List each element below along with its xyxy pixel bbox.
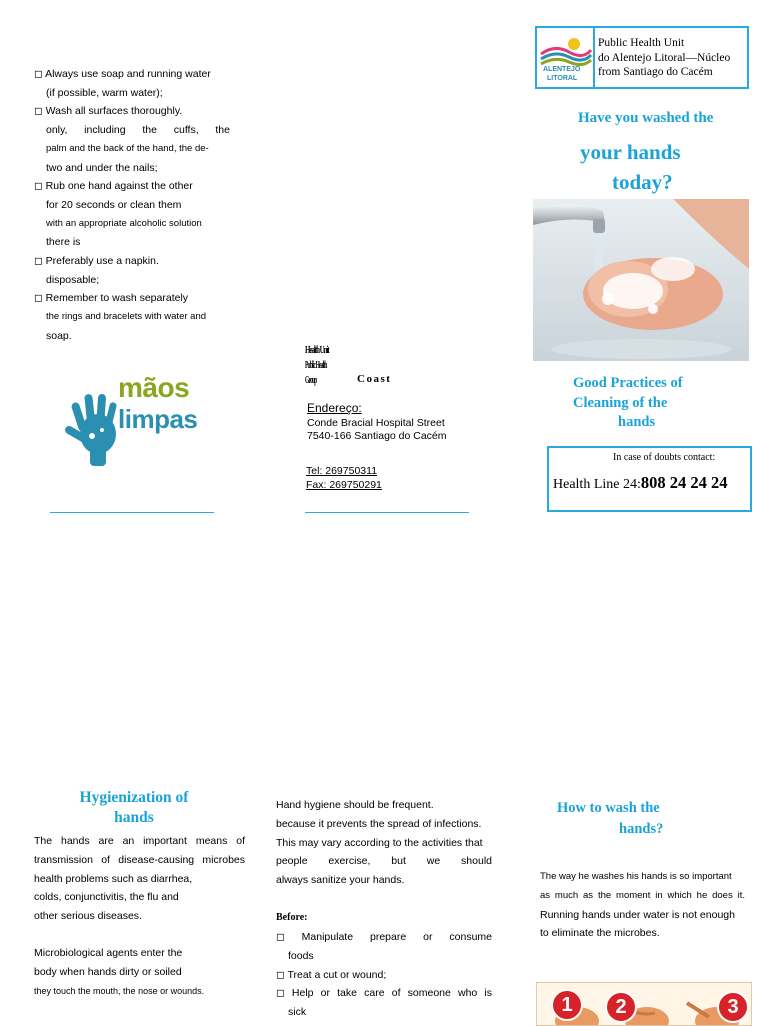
hygienization-para-2: Microbiological agents enter the body when hands dirty or soiled they touch the mouth, the nose or wounds. (34, 947, 205, 996)
coast-label: Coast (357, 373, 392, 385)
address-label: Endereço: (307, 401, 362, 415)
frequency-text: Hand hygiene should be frequent. because it prevents the spread of infections. This may vary according to the activities that people exercise, but we should always sanitize your hands. (276, 799, 492, 887)
doubts-contact-box (547, 446, 752, 512)
unit-name-garbled: Health Unit Public Health Group (305, 345, 329, 386)
postal-code: 7540-166 Santiago do Cacém (307, 430, 447, 442)
list-item: ◻ Remember to wash separately the rings and bracelets with water and soap. (34, 292, 207, 342)
health-line-label: Health Line 24: (553, 477, 641, 492)
list-item: ◻ Preferably use a napkin. disposable; (34, 255, 159, 286)
before-label: Before: (276, 912, 308, 923)
how-to-title: How to wash the hands? (557, 800, 664, 837)
maos-word: mãos (118, 372, 190, 403)
before-list (276, 928, 492, 1022)
hygienization-title: Hygienization of hands (79, 789, 189, 826)
step-2-badge: 2 (605, 991, 637, 1023)
list-item: ◻ Help or take care of someone who is sick (276, 987, 493, 1019)
limpas-word: limpas (118, 404, 198, 434)
how-to-text: The way he washes his hands is so important as much as the moment in which he does it. Running hands under water is not enough to eliminate the microbes. (540, 871, 745, 940)
street: Conde Bracial Hospital Street (307, 417, 445, 429)
list-item: ◻ Treat a cut or wound; (276, 968, 387, 981)
divider (305, 512, 469, 513)
maos-limpas-logo (62, 372, 212, 472)
good-practices-title: Good Practices of Cleaning of the hands (573, 375, 683, 430)
health-line-number[interactable]: 808 24 24 24 (640, 473, 728, 492)
fax: Fax: 269750291 (306, 479, 382, 491)
unit-header: Public Health Unit do Alentejo Litoral—Núcleo from Santiago do Cacém (593, 26, 749, 89)
step-1-badge: 1 (551, 989, 583, 1021)
doubts-label: In case of doubts contact: (613, 452, 716, 463)
list-item: ◻ Always use soap and running water (if possible, warm water); (34, 68, 211, 99)
step-3-badge: 3 (717, 991, 749, 1023)
alentejo-logo (535, 26, 595, 89)
title-line-3: today? (612, 170, 673, 194)
logo-text-2: LITORAL (547, 75, 578, 82)
logo-text-1: ALENTEJO (543, 66, 581, 73)
address-block (307, 401, 487, 442)
list-item: ◻ Rub one hand against the other for 20 seconds or clean them with an appropriate alcoholic solution there is (34, 180, 202, 249)
list-item: ◻ Manipulate prepare or consume foods (276, 931, 492, 962)
list-item: ◻ Wash all surfaces thoroughly. only, including the cuffs, the palm and the back of the hand, the de- two and under the nails; (34, 105, 230, 174)
divider (50, 512, 214, 513)
title-line-2: your hands (580, 140, 681, 164)
wash-steps-strip (536, 982, 752, 1026)
handwashing-photo (533, 199, 749, 361)
title-line-1: Have you washed the (578, 110, 714, 126)
phone-block (306, 464, 382, 492)
tel[interactable]: Tel: 269750311 (306, 465, 378, 477)
hygiene-tips-list (34, 65, 230, 346)
hygienization-para-1: The hands are an important means of transmission of disease-causing microbes health problems such as diarrhea, colds, conjunctivitis, the flu and other serious diseases. (34, 835, 245, 923)
